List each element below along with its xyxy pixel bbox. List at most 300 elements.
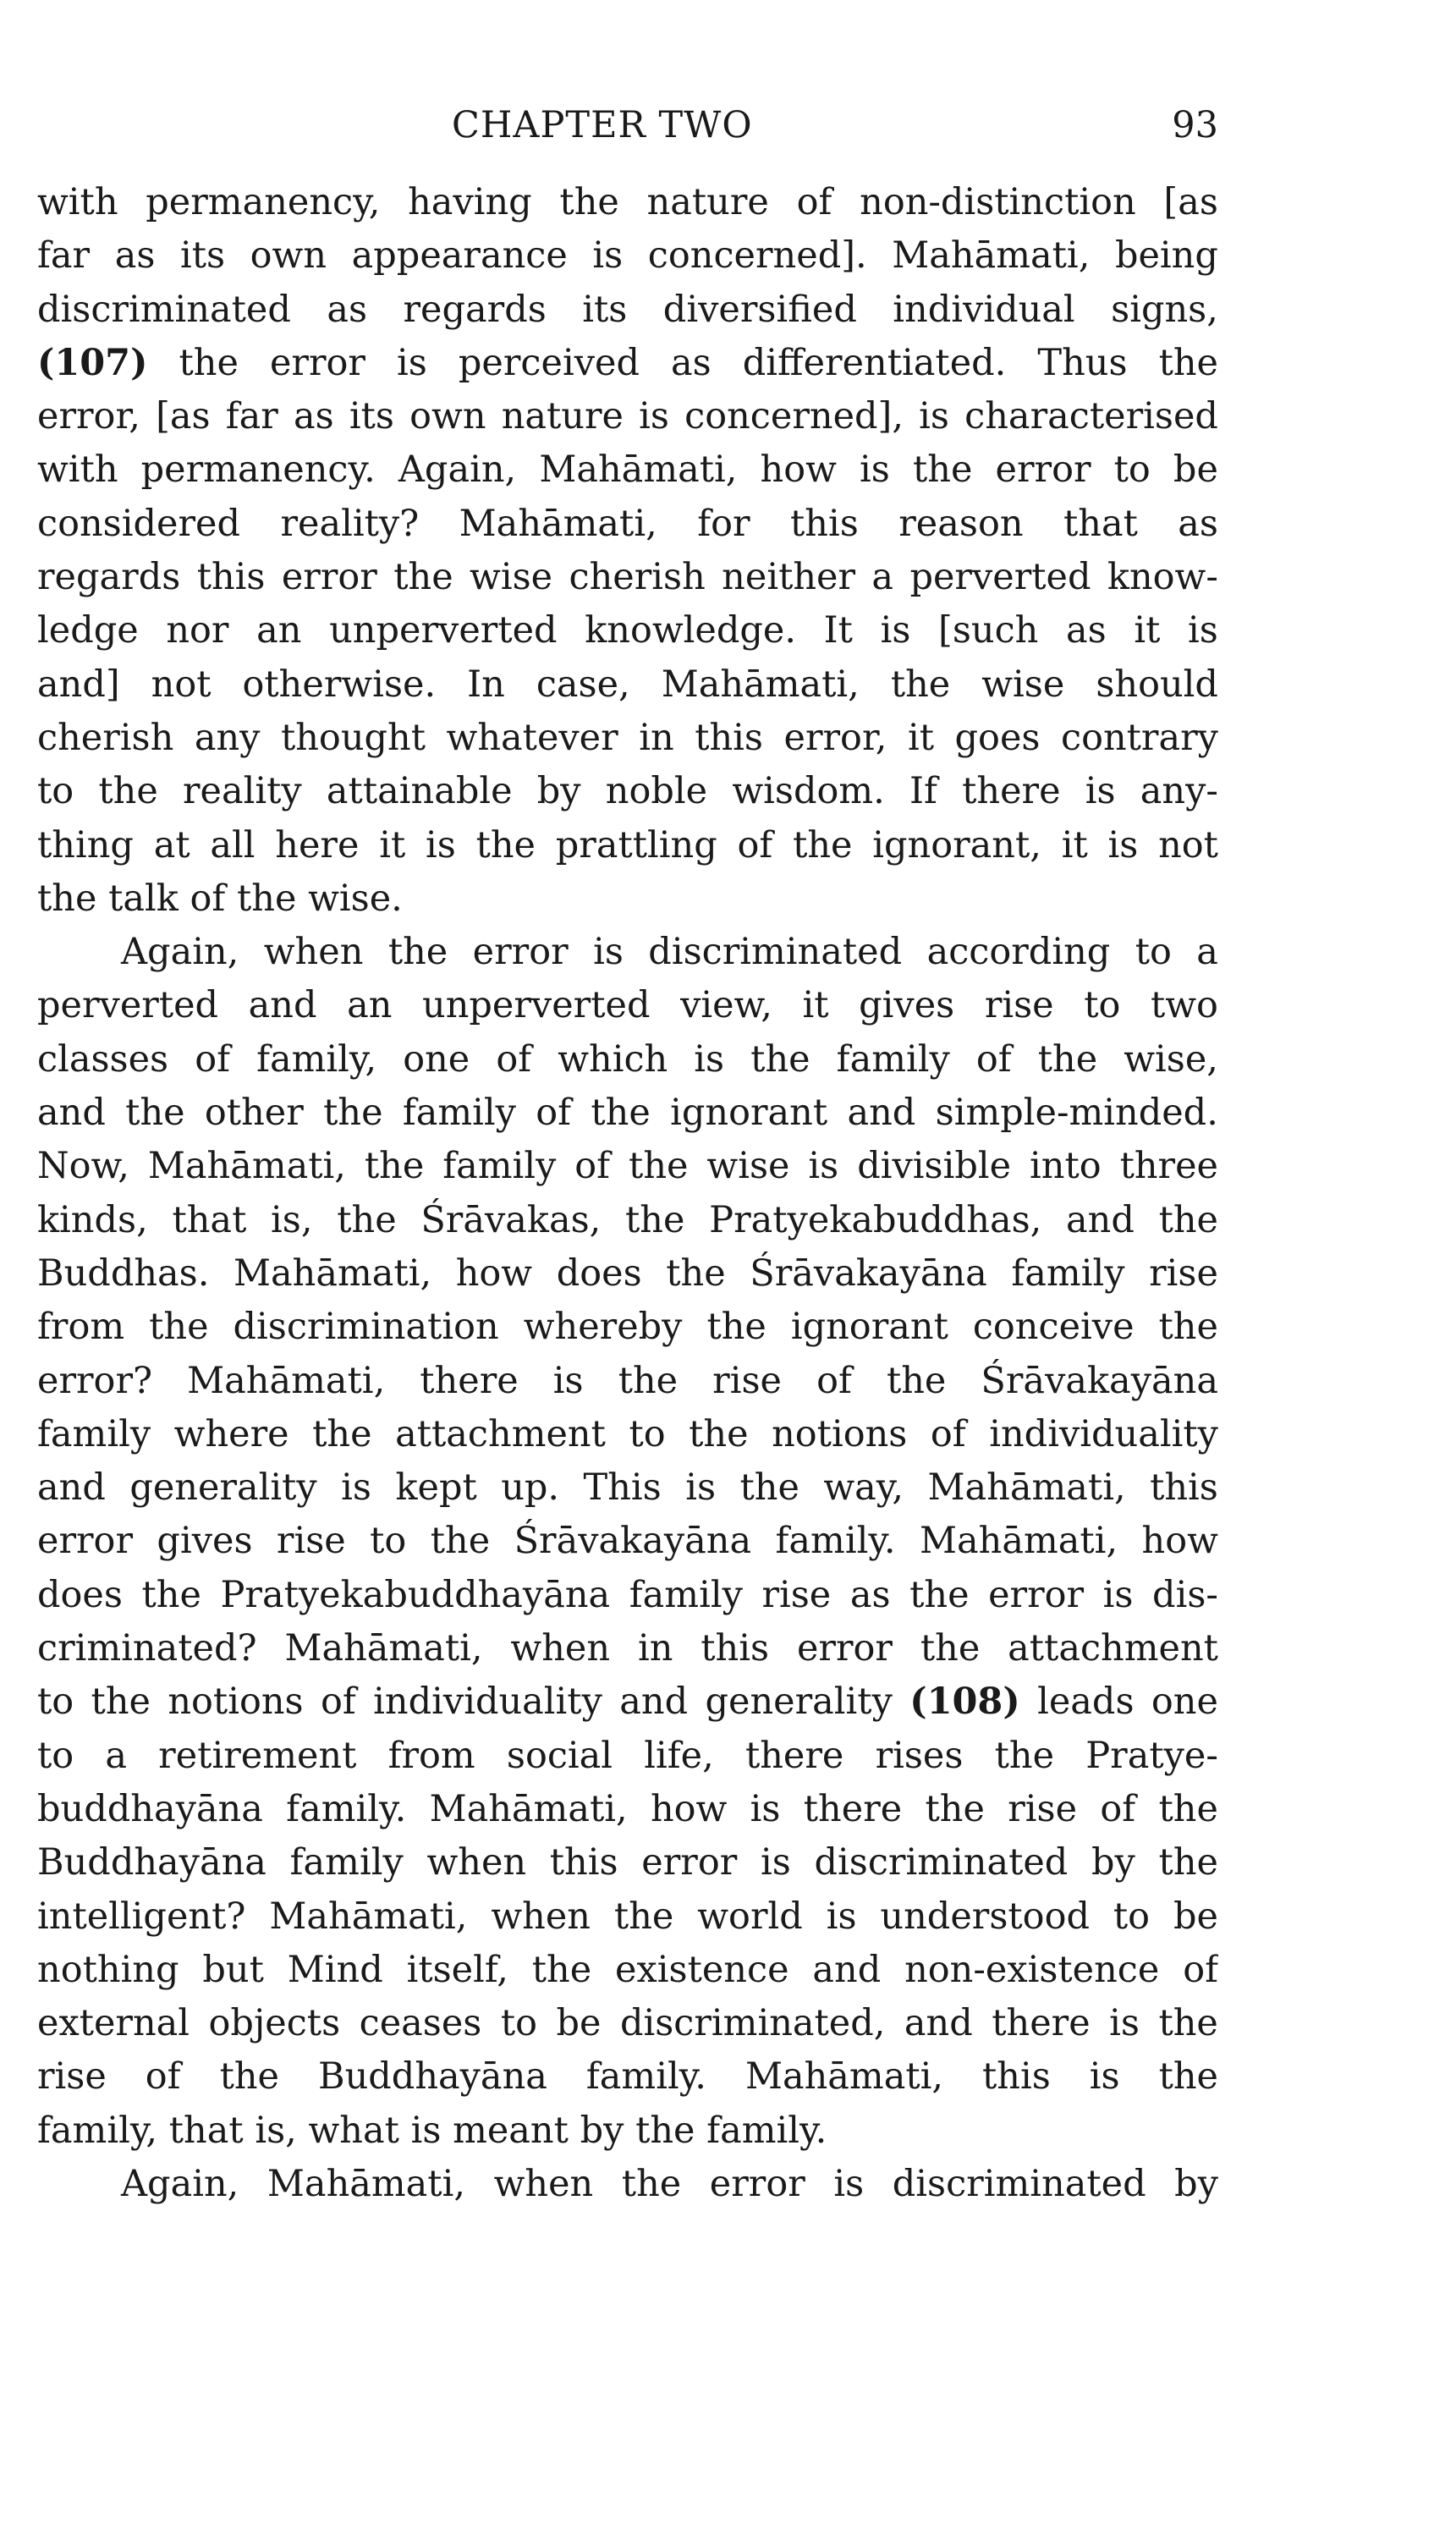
word: of: [145, 2055, 181, 2099]
word: gives: [859, 984, 955, 1027]
word: this: [1150, 1466, 1218, 1510]
word: wise: [981, 663, 1065, 706]
word: family.: [775, 1520, 896, 1563]
word: goes: [954, 716, 1041, 759]
running-head: CHAPTER TWO: [452, 104, 753, 146]
word: as: [1066, 609, 1107, 652]
word: concerned].: [647, 234, 867, 278]
word: is: [1089, 2055, 1120, 2099]
text-line: [37, 1997, 1218, 2050]
text-line: [37, 229, 1218, 283]
word: the: [591, 1092, 651, 1135]
word: regards: [403, 288, 547, 331]
word: is: [1109, 2002, 1140, 2045]
word: and]: [37, 663, 120, 706]
word: of: [796, 181, 832, 223]
word: as: [1178, 502, 1218, 545]
text-line: [37, 604, 1218, 657]
word: the: [1158, 1198, 1218, 1241]
word: this: [790, 502, 859, 545]
word: whereby: [523, 1306, 683, 1349]
word: the: [706, 1306, 766, 1349]
word: error: [269, 341, 365, 384]
word: family,: [256, 1037, 377, 1081]
word: the: [337, 1198, 397, 1241]
word: far: [225, 395, 278, 438]
word: according: [926, 931, 1111, 974]
word: an: [256, 609, 302, 652]
word: is: [919, 395, 949, 438]
word: Again,: [121, 931, 239, 974]
word: error,: [37, 395, 140, 438]
word: reality: [183, 770, 302, 813]
word: the: [890, 663, 951, 706]
word: rise: [984, 984, 1054, 1027]
word: and: [1066, 1198, 1135, 1241]
word: generality: [129, 1466, 317, 1510]
word: by: [1091, 1841, 1135, 1884]
word: Mahāmati,: [892, 234, 1091, 278]
word: world: [697, 1895, 803, 1938]
text-line: [37, 498, 1218, 551]
word: kept: [395, 1466, 477, 1510]
word: the: [125, 1092, 185, 1135]
word: whatever: [446, 716, 618, 759]
word: family: [629, 1573, 743, 1616]
word: knowledge.: [585, 609, 797, 652]
word: which: [558, 1037, 668, 1081]
word: a: [1196, 931, 1218, 974]
word: this: [196, 556, 266, 599]
word: the: [920, 1627, 981, 1670]
word: the: [689, 1412, 749, 1455]
word: the: [1158, 1787, 1218, 1830]
word: discriminated: [814, 1841, 1069, 1884]
word: error?: [37, 1359, 153, 1402]
word: and: [37, 1466, 106, 1510]
word: Mahāmati,: [429, 1787, 628, 1830]
word: own: [250, 234, 327, 278]
word: the: [750, 1037, 810, 1081]
word: Again,: [121, 2162, 239, 2205]
word: otherwise.: [242, 663, 437, 706]
word: nature: [501, 395, 624, 438]
word: and: [248, 984, 317, 1027]
word: for: [697, 502, 750, 545]
word: the: [1037, 1037, 1098, 1081]
word: is: [694, 1037, 725, 1081]
word: individuality: [989, 1412, 1218, 1455]
word: the: [635, 2109, 707, 2152]
text-line: [37, 1301, 1218, 1354]
word: the: [925, 1787, 985, 1830]
word: the: [236, 877, 309, 920]
word: case,: [536, 663, 630, 706]
word: one: [1151, 1681, 1218, 1724]
word: unperverted: [329, 609, 558, 652]
word: individual: [893, 288, 1075, 331]
word: Pratye-: [1085, 1734, 1218, 1777]
word: discriminated,: [619, 2002, 886, 2045]
word: differentiated.: [742, 341, 1007, 384]
word: the: [1158, 341, 1218, 384]
word: when: [510, 1627, 611, 1670]
word: error: [796, 1627, 893, 1670]
word: the: [149, 1306, 209, 1349]
word: the: [625, 1198, 685, 1241]
word: wise,: [1124, 1037, 1218, 1081]
word: Buddhayāna: [37, 1841, 266, 1884]
word: in: [639, 716, 674, 759]
word: error,: [783, 716, 887, 759]
word: of: [574, 1145, 611, 1188]
word: to: [1084, 984, 1121, 1027]
word: perverted: [37, 984, 219, 1027]
text-line: [37, 2104, 1218, 2158]
word: as: [114, 234, 156, 278]
word: any: [194, 716, 261, 759]
text-line: [37, 1140, 1218, 1193]
text-line: [37, 1086, 1218, 1140]
word: error: [709, 2162, 805, 2205]
word: being: [1114, 234, 1218, 278]
word: prattling: [555, 823, 717, 866]
word: this: [695, 716, 763, 759]
word: cherish: [569, 556, 706, 599]
word: its: [582, 288, 628, 331]
word: (108): [909, 1681, 1020, 1724]
text-line: [37, 2158, 1218, 2211]
word: the: [364, 1145, 425, 1188]
word: into: [1030, 1145, 1102, 1188]
word: as: [671, 341, 712, 384]
word: a: [871, 556, 894, 599]
word: and: [904, 2002, 973, 2045]
word: of: [536, 1092, 572, 1135]
text-line: [37, 176, 1218, 229]
word: what: [308, 2109, 411, 2152]
word: Buddhayāna: [317, 2055, 547, 2099]
word: know-: [1107, 556, 1218, 599]
word: is: [760, 1841, 791, 1884]
word: family: [1011, 1251, 1125, 1295]
word: be: [1173, 448, 1218, 492]
word: the: [37, 877, 109, 920]
word: attainable: [326, 770, 513, 813]
word: when: [263, 931, 364, 974]
word: [as: [156, 395, 211, 438]
word: the: [531, 1948, 592, 1991]
word: where: [173, 1412, 289, 1455]
word: from: [387, 1734, 475, 1777]
word: the: [387, 931, 448, 974]
word: error: [641, 1841, 738, 1884]
word: of: [190, 877, 237, 920]
word: understood: [880, 1895, 1090, 1938]
word: It: [823, 609, 853, 652]
word: should: [1096, 663, 1218, 706]
text-line: [37, 1515, 1218, 1568]
word: of: [1183, 1948, 1218, 1991]
word: from: [37, 1306, 125, 1349]
word: with: [37, 448, 118, 492]
word: reason: [898, 502, 1024, 545]
word: notions: [772, 1412, 908, 1455]
word: ceases: [359, 2002, 482, 2045]
word: when: [493, 2162, 594, 2205]
word: is: [410, 2109, 453, 2152]
word: is: [833, 2162, 865, 2205]
word: to: [1113, 1895, 1151, 1938]
word: by: [536, 770, 581, 813]
word: is: [341, 1466, 371, 1510]
word: does: [556, 1251, 642, 1295]
word: In: [467, 663, 505, 706]
word: far: [37, 234, 91, 278]
body-text: [37, 176, 1218, 2211]
word: is,: [255, 2109, 309, 2152]
word: and: [847, 1092, 916, 1135]
word: error: [995, 448, 1091, 492]
word: it: [1134, 609, 1161, 652]
word: there: [420, 1359, 519, 1402]
word: Mahāmati,: [147, 1145, 346, 1188]
word: one: [403, 1037, 470, 1081]
word: rise: [712, 1359, 782, 1402]
word: to: [1113, 448, 1151, 492]
word: Mahāmati,: [459, 502, 657, 545]
word: at: [153, 823, 190, 866]
text-line: [37, 1730, 1218, 1783]
text-line: [37, 872, 1218, 926]
word: not: [1158, 823, 1218, 866]
word: is: [397, 341, 427, 384]
word: thing: [37, 823, 134, 866]
word: to: [37, 770, 74, 813]
word: it: [379, 823, 406, 866]
word: to: [370, 1520, 407, 1563]
word: Pratyekabuddhayāna: [220, 1573, 611, 1616]
word: way,: [823, 1466, 904, 1510]
word: rise: [37, 2055, 107, 2099]
word: own: [409, 395, 486, 438]
word: to: [37, 1681, 74, 1724]
word: Mahāmati,: [661, 663, 860, 706]
word: the: [98, 770, 158, 813]
word: the: [739, 1466, 799, 1510]
word: is: [880, 609, 911, 652]
word: is,: [271, 1198, 313, 1241]
word: any-: [1140, 770, 1218, 813]
word: life,: [644, 1734, 714, 1777]
word: cherish: [37, 716, 174, 759]
word: is: [826, 1895, 857, 1938]
text-line: [37, 979, 1218, 1032]
text-line: [37, 1622, 1218, 1675]
word: is: [1102, 1573, 1134, 1616]
word: Pratyekabuddhas,: [709, 1198, 1042, 1241]
text-line: [37, 283, 1218, 337]
word: permanency.: [140, 448, 376, 492]
word: Mahāmati,: [187, 1359, 386, 1402]
page-number: 93: [1172, 104, 1218, 146]
text-line: [37, 1033, 1218, 1086]
word: is: [1085, 770, 1116, 813]
word: as: [294, 395, 334, 438]
word: that: [1063, 502, 1138, 545]
word: as: [849, 1573, 891, 1616]
word: rise: [1008, 1787, 1078, 1830]
word: thought: [280, 716, 426, 759]
text-line: [37, 2050, 1218, 2104]
word: permanency,: [146, 181, 381, 223]
word: the: [475, 823, 536, 866]
word: is: [593, 931, 624, 974]
word: the: [1158, 1306, 1218, 1349]
word: family.: [585, 2055, 706, 2099]
word: ignorant: [670, 1092, 828, 1135]
word: Thus: [1037, 341, 1128, 384]
text-line: [37, 443, 1218, 497]
word: family: [289, 1841, 404, 1884]
word: how: [650, 1787, 728, 1830]
text-line: [37, 551, 1218, 604]
word: to: [500, 2002, 538, 2045]
word: family: [836, 1037, 950, 1081]
word: its: [179, 234, 226, 278]
word: is: [860, 448, 890, 492]
word: is: [808, 1145, 839, 1188]
word: [as: [1163, 181, 1218, 223]
word: Mahāmati,: [927, 1466, 1126, 1510]
word: of: [1100, 1787, 1136, 1830]
word: discriminated: [37, 288, 291, 331]
word: (107): [37, 341, 148, 384]
word: is: [639, 395, 669, 438]
word: notions: [168, 1681, 304, 1724]
word: non-existence: [904, 1948, 1160, 1991]
word: concerned],: [684, 395, 904, 438]
word: how: [760, 448, 837, 492]
word: is: [1188, 609, 1218, 652]
word: a: [105, 1734, 127, 1777]
word: the: [912, 448, 973, 492]
word: Śrāvakayāna: [514, 1520, 752, 1563]
word: ledge: [37, 609, 139, 652]
word: not: [151, 663, 212, 706]
word: and: [812, 1948, 882, 1991]
word: family.: [286, 1787, 407, 1830]
word: by: [1174, 2162, 1218, 2205]
word: does: [37, 1573, 123, 1616]
word: divisible: [857, 1145, 1012, 1188]
word: it: [802, 984, 829, 1027]
word: rise: [276, 1520, 346, 1563]
word: signs,: [1111, 288, 1218, 331]
word: conceive: [972, 1306, 1135, 1349]
word: the: [179, 341, 239, 384]
word: itself,: [406, 1948, 508, 1991]
word: Mahāmati,: [269, 1895, 468, 1938]
word: regards: [37, 556, 181, 599]
word: that: [168, 2109, 255, 2152]
word: of: [195, 1037, 230, 1081]
word: attachment: [395, 1412, 606, 1455]
word: family: [442, 1145, 557, 1188]
word: to: [37, 1734, 74, 1777]
word: attachment: [1008, 1627, 1218, 1670]
word: simple-minded.: [935, 1092, 1218, 1135]
word: Mind: [287, 1948, 383, 1991]
text-line: [37, 1675, 1218, 1729]
word: error: [37, 1520, 134, 1563]
word: reality?: [280, 502, 420, 545]
word: retirement: [158, 1734, 357, 1777]
word: having: [408, 181, 532, 223]
word: diversified: [662, 288, 857, 331]
word: characterised: [964, 395, 1218, 438]
text-line: [37, 926, 1218, 979]
word: Śrāvakayāna: [750, 1251, 987, 1295]
word: discrimination: [233, 1306, 499, 1349]
text-line: [37, 1247, 1218, 1301]
word: it: [1061, 823, 1088, 866]
word: the: [909, 1573, 970, 1616]
word: to: [629, 1412, 666, 1455]
text-line: [37, 658, 1218, 712]
word: wise.: [308, 877, 403, 920]
word: unperverted: [422, 984, 651, 1027]
word: error: [472, 931, 569, 974]
text-line: [37, 1569, 1218, 1622]
word: contrary: [1060, 716, 1218, 759]
word: If: [909, 770, 937, 813]
word: how: [455, 1251, 533, 1295]
word: rise: [761, 1573, 832, 1616]
word: is: [750, 1787, 781, 1830]
word: appearance: [351, 234, 568, 278]
word: and: [37, 1092, 106, 1135]
word: an: [347, 984, 393, 1027]
word: when: [426, 1841, 527, 1884]
word: perverted: [909, 556, 1091, 599]
word: objects: [208, 2002, 341, 2045]
word: family.: [706, 2109, 827, 2152]
word: of: [816, 1359, 852, 1402]
word: the: [312, 1412, 372, 1455]
word: the: [141, 1573, 201, 1616]
word: family,: [37, 2109, 169, 2152]
word: the: [559, 181, 619, 223]
text-line: [37, 1944, 1218, 1997]
word: the: [1158, 2055, 1218, 2099]
word: discriminated: [648, 931, 903, 974]
word: other: [204, 1092, 304, 1135]
text-line: [37, 1836, 1218, 1890]
word: there: [744, 1734, 844, 1777]
word: this: [549, 1841, 618, 1884]
word: as: [327, 288, 368, 331]
word: that: [172, 1198, 247, 1241]
page-header: [37, 91, 1218, 159]
word: by: [580, 2109, 636, 2152]
word: there: [962, 770, 1061, 813]
word: wisdom.: [732, 770, 885, 813]
word: its: [349, 395, 394, 438]
word: the: [323, 1092, 383, 1135]
word: is: [592, 234, 624, 278]
word: of: [320, 1681, 356, 1724]
